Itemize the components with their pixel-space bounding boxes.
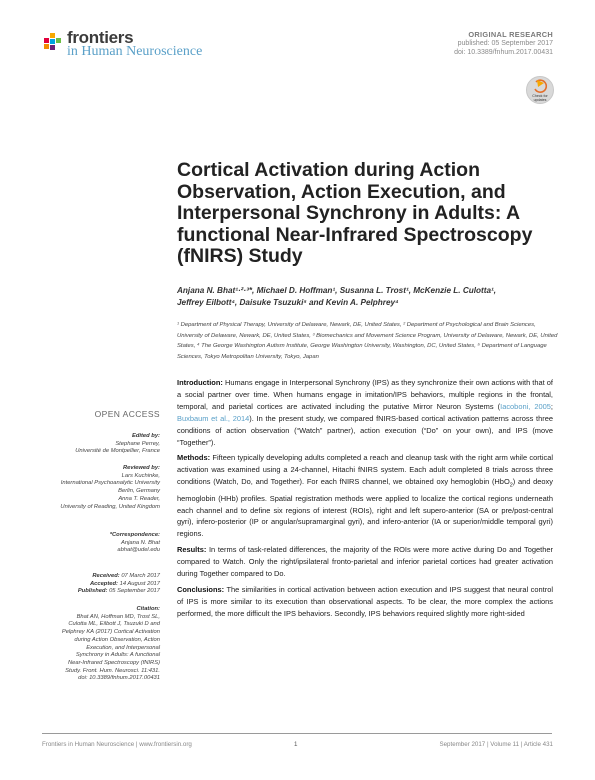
check-for-updates-badge[interactable] <box>526 76 554 104</box>
reviewed-by <box>30 465 160 511</box>
reviewed-by-label: Reviewed by: <box>122 465 160 471</box>
conclusions-text: The similarities in cortical activation between action execution and IPS suggest that neural control of IPS is more similar to its execution than observational aspects. To be clear, the more complex the actions performed, the more difficult the IPS behaviors. Secondly, IPS behaviors required slightly more right-sided <box>177 584 553 618</box>
footer-divider <box>42 733 552 734</box>
check-updates-label: Check for updates <box>532 94 548 102</box>
citation <box>30 606 160 683</box>
abstract-results <box>177 544 553 580</box>
citation-label: Citation: <box>136 606 160 612</box>
conclusions-heading: Conclusions: <box>177 584 225 594</box>
correspondence <box>30 532 160 555</box>
methods-text-b: ) and deoxy hemoglobin (HHb) profiles. Spatial registration methods were applied to localize the cortical regions underneath each channel and to define six regions of interest (ROIs), right and left supero-anterior (SA or pre/post-central gyri), infero-posterior (IP or angular/supramarginal gyri), and infero-anterior (IA or superior/middle temporal gyri) regions. <box>177 477 553 539</box>
accepted-label: Accepted: <box>89 580 118 587</box>
edited-by-text: Stephane Perrey, Université de Montpellier, France <box>75 440 160 455</box>
citation-link[interactable]: Buxbaum et al., 2014 <box>177 413 250 423</box>
methods-text-a: Fifteen typically developing adults completed a reach and cleanup task with the right arm while cortical activation was examined using a 24-channel, Hitachi fNIRS system. Each adult completed 8 trials across three conditions (Watch, Do, and Together). For each fNIRS channel, we obtained oxy hemoglobin (HbO <box>177 453 553 487</box>
author-list <box>177 285 562 308</box>
author-line-1: Anjana N. Bhat¹·²·³*, Michael D. Hoffman¹, Susanna L. Trost¹, McKenzie L. Culotta¹, <box>177 286 497 295</box>
abstract <box>177 377 553 624</box>
methods-heading: Methods: <box>177 453 211 463</box>
article-header-meta <box>454 30 553 57</box>
citation-link[interactable]: Iacoboni, 2005 <box>500 401 551 411</box>
citation-text: Bhat AN, Hoffman MD, Trost SL, Culotta ML, Eilbott J, Tsuzuki D and Pelphrey KA (2017) Cortical Activation during Action Observation, Action Execution, and Interpersonal Synchrony in Adults: A functional Near-Infrared Spectroscopy (fNIRS) Study. Front. Hum. Neurosci. 11:431. doi: 10.3389/fnhum.2017.00431 <box>61 613 160 682</box>
received-label: Received: <box>92 573 120 579</box>
footer-journal[interactable]: Frontiers in Human Neuroscience | www.frontiersin.org <box>42 741 192 748</box>
published-date: published: 05 September 2017 <box>457 40 553 47</box>
correspondence-text[interactable]: Anjana N. Bhat abhat@udel.edu <box>117 539 160 554</box>
reviewed-by-text: Lars Kuchinke, International Psychoanalytic University Berlin, Germany Anna T. Reader, University of Reading, United Kingdom <box>60 472 160 510</box>
footer-volume: September 2017 | Volume 11 | Article 431 <box>439 741 553 748</box>
results-text: In terms of task-related differences, the majority of the ROIs were more active during Do and Together compared to Watch. Only the right/ipsilateral fronto-parietal and inferior parietal cortices had greater activation during Together compared to Do. <box>177 545 553 579</box>
frontiers-logo-icon <box>42 30 66 54</box>
results-heading: Results: <box>177 545 207 555</box>
doi: doi: 10.3389/fnhum.2017.00431 <box>454 49 553 56</box>
open-access-label: OPEN ACCESS <box>94 409 160 419</box>
subscript-2: 2 <box>509 482 513 489</box>
intro-separator: ; <box>550 401 553 411</box>
published-date-side: 05 September 2017 <box>109 588 160 595</box>
abstract-conclusions <box>177 584 553 620</box>
intro-text-a: Humans engage in Interpersonal Synchrony (IPS) as they synchronize their own actions with that of a social partner over time. When humans engage in imitation/IPS behaviors, multiple regions in the frontal, temporal, and parietal cortices are activated including the putative Mirror Neuron Systems ( <box>177 378 553 411</box>
page-number: 1 <box>294 741 298 748</box>
intro-heading: Introduction: <box>177 378 223 387</box>
abstract-methods <box>177 452 553 540</box>
article-dates <box>30 573 160 596</box>
article-type: ORIGINAL RESEARCH <box>468 30 553 39</box>
edited-by-label: Edited by: <box>131 433 160 439</box>
received-date: 07 March 2017 <box>121 573 160 579</box>
article-title: Cortical Activation during Action Observation, Action Execution, and Interpersonal Synchrony in Adults: A functional Near-Infrared Spectroscopy (fNIRS) Study <box>177 159 533 268</box>
author-line-2: Jeffrey Eilbott⁴, Daisuke Tsuzuki⁵ and Kevin A. Pelphrey⁴ <box>177 297 399 307</box>
journal-logo <box>42 28 212 64</box>
affiliations: ¹ Department of Physical Therapy, University of Delaware, Newark, DE, United States, ² Department of Psychological and Brain Sciences, University of Delaware, Newark, DE, United States, ³ Biomechanics and Movement Science Program, University of Delaware, Newark, DE, United States, ⁴ The George Washington Autism Institute, George Washington University, Washington, DC, United States, ⁵ Department of Language Sciences, Tokyo Metropolitan University, Tokyo, Japan <box>177 322 558 361</box>
abstract-introduction <box>177 377 553 448</box>
accepted-date: 14 August 2017 <box>119 580 160 587</box>
logo-wordmark: frontiers <box>67 28 134 47</box>
edited-by <box>30 433 160 456</box>
published-label: Published: <box>77 588 108 595</box>
journal-name: in Human Neuroscience <box>67 44 203 59</box>
intro-text-b: ). In the present study, we compared fNIRS-based cortical activation patterns across three conditions of action observation (“Watch” partner), action execution (“Do” on your own), and IPS (move “Together”). <box>177 413 553 447</box>
correspondence-label: *Correspondence: <box>109 532 160 538</box>
